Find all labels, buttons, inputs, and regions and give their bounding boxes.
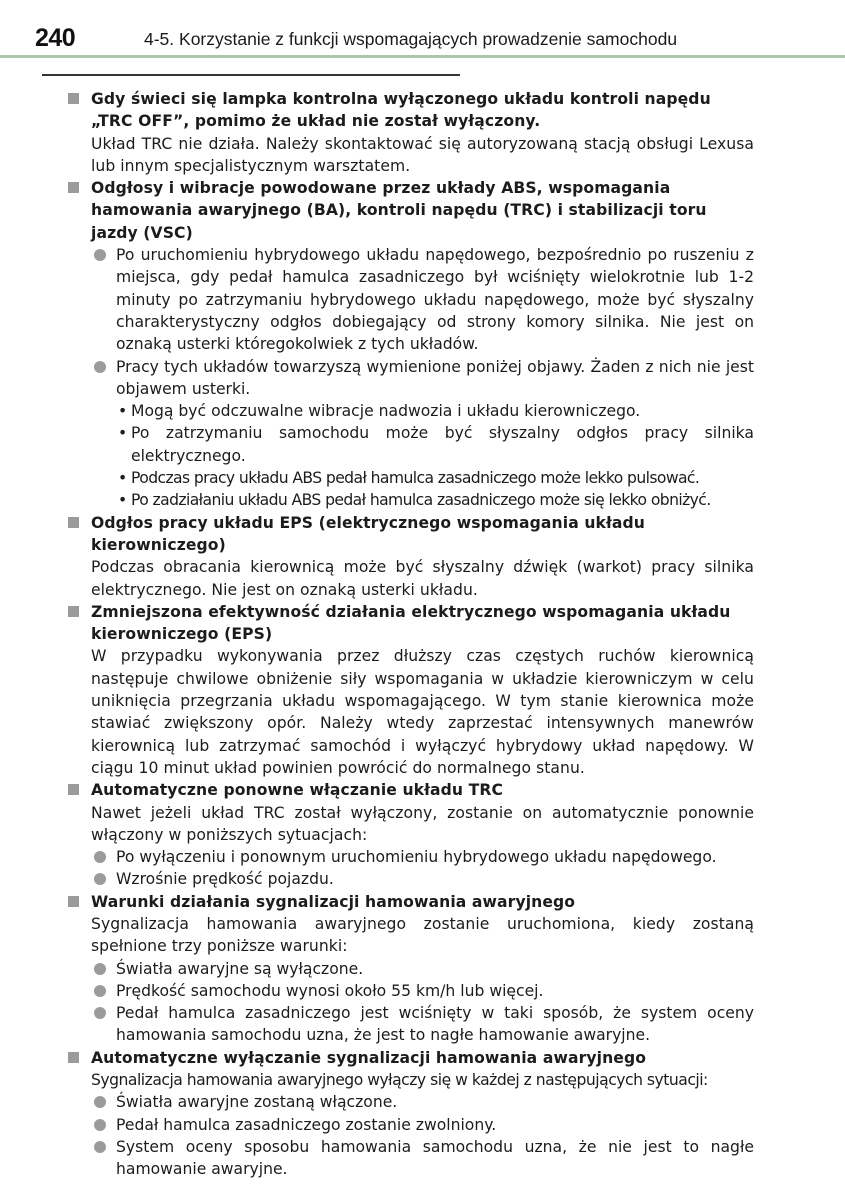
square-bullet-icon xyxy=(68,93,79,104)
square-bullet-icon xyxy=(68,896,79,907)
list-item: Pedał hamulca zasadniczego jest wciśnięty w taki sposób, że system oceny hamowania samochodu uzna, że jest to nagłe hamowanie awaryjne. xyxy=(91,1002,754,1047)
section-body: Sygnalizacja hamowania awaryjnego zostanie uruchomiona, kiedy zostaną spełnione trzy poniższe warunki: xyxy=(91,914,754,956)
circle-bullet-icon xyxy=(94,361,106,373)
square-bullet-icon xyxy=(68,517,79,528)
circle-bullet-icon xyxy=(94,1141,106,1153)
section-body: Sygnalizacja hamowania awaryjnego wyłączy się w każdej z następujących sytuacji: xyxy=(91,1071,708,1090)
list-item: Po wyłączeniu i ponownym uruchomieniu hybrydowego układu napędowego. xyxy=(91,846,754,868)
section-title: Zmniejszona efektywność działania elektrycznego wspomagania układu kierowniczego (EPS) xyxy=(91,602,731,644)
square-bullet-icon xyxy=(68,182,79,193)
square-bullet-icon xyxy=(68,1052,79,1063)
section-title: Warunki działania sygnalizacji hamowania awaryjnego xyxy=(91,892,576,911)
section-body: Układ TRC nie działa. Należy skontaktować się autoryzowaną stacją obsługi Lexusa lub innym specjalistycznym warsztatem. xyxy=(91,134,754,175)
section-divider xyxy=(42,74,460,76)
small-bullet-icon: • xyxy=(118,491,127,510)
section-title: Automatyczne ponowne włączanie układu TRC xyxy=(91,781,504,800)
sub-list-item: • Po zadziałaniu układu ABS pedał hamulca zasadniczego może się lekko obniżyć. xyxy=(91,489,754,511)
page-content xyxy=(64,88,754,1181)
section-trc-auto-on xyxy=(64,779,754,890)
circle-bullet-icon xyxy=(94,963,106,975)
circle-bullet-icon xyxy=(94,249,106,261)
small-bullet-icon: • xyxy=(118,402,128,421)
page-number: 240 xyxy=(35,24,76,52)
small-bullet-icon: • xyxy=(118,424,128,443)
section-emergency-signal-conditions xyxy=(64,891,754,1047)
section-body: Podczas obracania kierownicą może być słyszalny dźwięk (warkot) pracy silnika elektrycznego. Nie jest on oznaką usterki układu. xyxy=(91,558,754,599)
section-title: Automatyczne wyłączanie sygnalizacji hamowania awaryjnego xyxy=(91,1048,647,1067)
list-item: Wzrośnie prędkość pojazdu. xyxy=(91,868,754,890)
list-item: System oceny sposobu hamowania samochodu uzna, że nie jest to nagłe hamowanie awaryjne. xyxy=(91,1136,754,1181)
section-eps-noise xyxy=(64,512,754,601)
section-title: Gdy świeci się lampka kontrolna wyłączonego układu kontroli napędu „TRC OFF”, pomimo że układ nie został wyłączony. xyxy=(91,90,711,131)
sub-list-item: • Mogą być odczuwalne wibracje nadwozia i układu kierowniczego. xyxy=(91,400,754,422)
section-title: Odgłosy i wibracje powodowane przez układy ABS, wspomagania hamowania awaryjnego (BA), kontroli napędu (TRC) i stabilizacji toru jazdy (VSC) xyxy=(91,179,707,242)
page-header xyxy=(0,0,845,60)
circle-bullet-icon xyxy=(94,1096,106,1108)
sub-list-item: • Po zatrzymaniu samochodu może być słyszalny odgłos pracy silnika elektrycznego. xyxy=(118,424,754,465)
chapter-title: 4-5. Korzystanie z funkcji wspomagających prowadzenie samochodu xyxy=(144,29,678,49)
list-item: Po uruchomieniu hybrydowego układu napędowego, bezpośrednio po ruszeniu z miejsca, gdy pedał hamulca zasadniczego był wciśnięty wielokrotnie lub 1-2 minuty po zatrzymaniu hybrydowego układu napędowego, może być słyszalny charakterystyczny odgłos dobiegający od strony komory silnika. Nie jest on oznaką usterki któregokolwiek z tych układów. xyxy=(91,244,754,355)
square-bullet-icon xyxy=(68,784,79,795)
section-emergency-signal-off xyxy=(64,1047,754,1181)
circle-bullet-icon xyxy=(94,985,106,997)
list-item: Pracy tych układów towarzyszą wymienione poniżej objawy. Żaden z nich nie jest objawem usterki. xyxy=(91,356,754,401)
section-body: W przypadku wykonywania przez dłuższy czas częstych ruchów kierownicą następuje chwilowe obniżenie siły wspomagania w układzie kierowniczym w celu uniknięcia przegrzania układu wspomagającego. W tym stanie kierownica może stawiać zwiększony opór. Należy wtedy zaprzestać intensywnych manewrów kierownicą lub zatrzymać samochód i wyłączyć hybrydowy układ napędowy. W ciągu 10 minut układ powinien powrócić do normalnego stanu. xyxy=(91,647,754,777)
section-eps-reduced xyxy=(64,601,754,779)
list-item: Światła awaryjne są wyłączone. xyxy=(91,958,754,980)
circle-bullet-icon xyxy=(94,873,106,885)
section-body: Nawet jeżeli układ TRC został wyłączony, zostanie on automatycznie ponownie włączony w poniższych sytuacjach: xyxy=(91,803,754,844)
list-item: Pedał hamulca zasadniczego zostanie zwolniony. xyxy=(91,1114,754,1136)
header-accent-rule xyxy=(0,55,845,58)
circle-bullet-icon xyxy=(94,1119,106,1131)
list-item: Prędkość samochodu wynosi około 55 km/h lub więcej. xyxy=(91,980,754,1002)
section-abs-noise xyxy=(64,177,754,511)
section-title: Odgłos pracy układu EPS (elektrycznego wspomagania układu kierowniczego) xyxy=(91,513,645,554)
section-trc-off-lamp xyxy=(64,88,754,177)
sub-list-item: • Podczas pracy układu ABS pedał hamulca zasadniczego może lekko pulsować. xyxy=(91,467,754,489)
small-bullet-icon: • xyxy=(118,469,127,488)
square-bullet-icon xyxy=(68,606,79,617)
circle-bullet-icon xyxy=(94,1007,106,1019)
circle-bullet-icon xyxy=(94,851,106,863)
list-item: Światła awaryjne zostaną włączone. xyxy=(91,1091,754,1113)
